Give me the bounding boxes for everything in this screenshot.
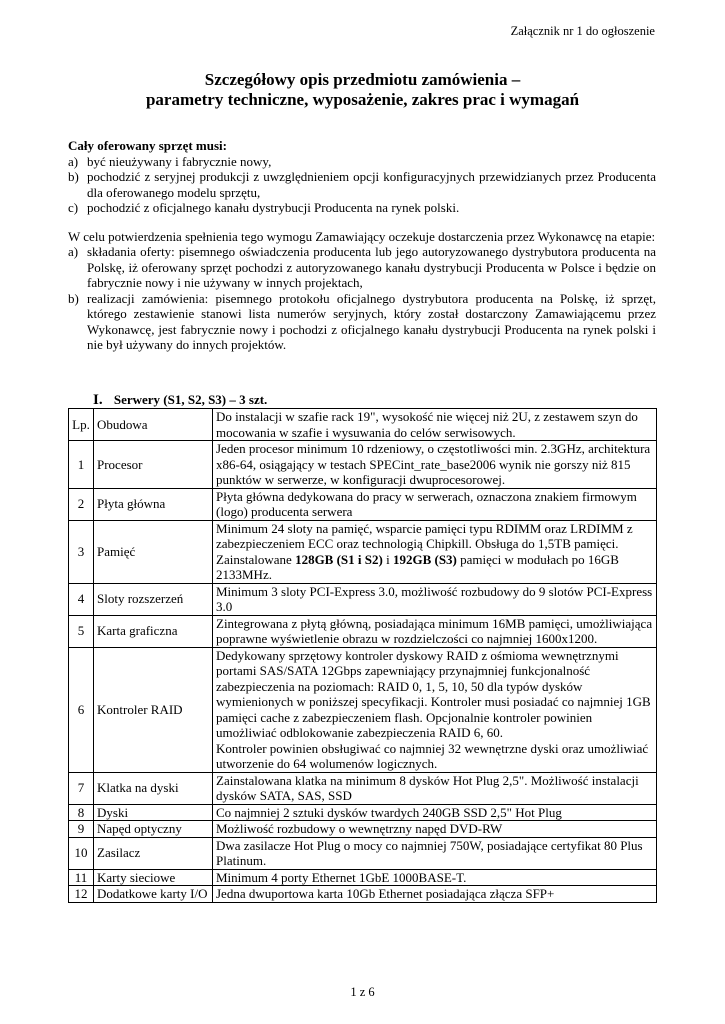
memory-text: pamięci w modułach po 16GB 2133MHz. xyxy=(216,551,619,582)
table-cell-name: Karty sieciowe xyxy=(94,869,213,886)
requirements-heading: Cały oferowany sprzęt musi: xyxy=(68,138,227,153)
table-cell-lp: 7 xyxy=(69,772,94,804)
table-cell-desc: Zainstalowana klatka na minimum 8 dysków Hot Plug 2,5". Możliwość instalacji dysków SATA, SAS, SSD xyxy=(213,772,657,804)
table-cell-name: Obudowa xyxy=(94,409,213,441)
title-line-2: parametry techniczne, wyposażenie, zakres prac i wymagań xyxy=(145,90,580,109)
table-cell-desc xyxy=(213,647,657,772)
table-cell-lp: 3 xyxy=(69,520,94,583)
list-item xyxy=(68,291,656,353)
table-cell-desc xyxy=(213,520,657,583)
table-cell-desc: Co najmniej 2 sztuki dysków twardych 240GB SSD 2,5" Hot Plug xyxy=(213,804,657,821)
specification-table xyxy=(68,408,657,903)
table-cell-lp: 4 xyxy=(69,583,94,615)
requirements-section xyxy=(68,138,656,353)
table-cell-name: Sloty rozszerzeń xyxy=(94,583,213,615)
table-row xyxy=(69,869,657,886)
section-title: Serwery (S1, S2, S3) – 3 szt. xyxy=(113,392,268,407)
document-title xyxy=(60,70,665,110)
table-row xyxy=(69,615,657,647)
list-label: b) xyxy=(68,290,79,306)
table-cell-lp: 12 xyxy=(69,886,94,903)
table-cell-desc: Minimum 3 sloty PCI-Express 3.0, możliwość rozbudowy do 9 slotów PCI-Express 3.0 xyxy=(213,583,657,615)
list-text: być nieużywany i fabrycznie nowy, xyxy=(87,153,272,169)
table-cell-name: Dodatkowe karty I/O xyxy=(94,886,213,903)
page-number: 1 z 6 xyxy=(350,985,375,999)
table-cell-lp: 11 xyxy=(69,869,94,886)
table-cell-lp: 2 xyxy=(69,488,94,520)
list-label: a) xyxy=(68,153,79,169)
memory-text: Minimum 24 sloty na pamięć, wsparcie pamięci typu RDIMM oraz LRDIMM z zabezpieczeniem ECC oraz technologią Chipkill. Obsługa do 1,5TB pamięci. Zainstalowane xyxy=(216,520,633,567)
list-label: b) xyxy=(68,169,79,184)
table-cell-name: Płyta główna xyxy=(94,488,213,520)
confirmation-intro: W celu potwierdzenia spełnienia tego wymogu Zamawiający oczekuje dostarczenia przez Wykonawcę na etapie: xyxy=(68,228,656,244)
list-text: pochodzić z seryjnej produkcji z uwzględnieniem opcji konfiguracyjnych przewidzianych przez Producenta dla oferowanego modelu sprzętu, xyxy=(87,169,656,200)
list-item xyxy=(68,169,656,200)
table-cell-desc: Jedna dwuportowa karta 10Gb Ethernet posiadająca złącza SFP+ xyxy=(213,886,657,903)
list-text: składania oferty: pisemnego oświadczenia producenta lub jego autoryzowanego dystrybutora producenta na Polskę, iż oferowany sprzęt pochodzi z autoryzowanego kanału dystrybucji Producenta w Polsce i będzie on fabrycznie nowy i nie używany w innych projektach, xyxy=(87,244,656,290)
table-cell-lp: 9 xyxy=(69,821,94,838)
raid-text-2: Kontroler powinien obsługiwać co najmniej 32 wewnętrzne dyski oraz umożliwiać utworzenie do 64 wolumenów logicznych. xyxy=(216,740,649,771)
table-cell-name: Napęd optyczny xyxy=(94,821,213,838)
table-cell-name: Karta graficzna xyxy=(94,615,213,647)
list-item xyxy=(68,200,656,216)
table-row xyxy=(69,821,657,838)
table-row xyxy=(69,520,657,583)
table-cell-desc: Płyta główna dedykowana do pracy w serwerach, oznaczona znakiem firmowym (logo) producenta serwera xyxy=(213,488,657,520)
table-cell-name: Pamięć xyxy=(94,520,213,583)
list-text: realizacji zamówienia: pisemnego protokołu oficjalnego dystrybutora producenta na Polskę, iż sprzęt, którego zestawienie stanowi lista numerów seryjnych, który został dostarczony Zamawiającemu przez Wykonawcę, jest fabrycznie nowy i pochodzi z oficjalnego kanału dystrybucji Producenta na rynek polski i nie był używany do innych projektów. xyxy=(87,290,656,352)
table-row xyxy=(69,772,657,804)
list-item xyxy=(68,154,656,170)
section-number: I. xyxy=(93,392,103,408)
section-heading xyxy=(93,392,267,409)
title-line-1: Szczegółowy opis przedmiotu zamówienia – xyxy=(204,70,521,89)
table-row xyxy=(69,837,657,869)
table-cell-name: Procesor xyxy=(94,441,213,489)
table-row xyxy=(69,409,657,441)
table-cell-desc: Minimum 4 porty Ethernet 1GbE 1000BASE-T. xyxy=(213,869,657,886)
table-cell-lp: 5 xyxy=(69,615,94,647)
memory-size-s1-s2: 128GB (S1 i S2) xyxy=(295,551,383,567)
list-item xyxy=(68,244,656,291)
attachment-note: Załącznik nr 1 do ogłoszenie xyxy=(510,24,655,38)
table-cell-desc: Do instalacji w szafie rack 19", wysokość nie więcej niż 2U, z zestawem szyn do mocowania w szafie i wysuwania do celów serwisowych. xyxy=(213,409,657,441)
memory-text: i xyxy=(382,551,393,567)
table-cell-name: Klatka na dyski xyxy=(94,772,213,804)
table-cell-desc: Jeden procesor minimum 10 rdzeniowy, o częstotliwości min. 2.3GHz, architektura x86-64, osiągający w testach SPECint_rate_base2006 wynik nie gorszy niż 815 punktów w serwerze, w konfiguracji dwuprocesorowej. xyxy=(213,441,657,489)
table-cell-lp: 8 xyxy=(69,804,94,821)
table-row xyxy=(69,488,657,520)
table-row xyxy=(69,441,657,489)
raid-text: Dedykowany sprzętowy kontroler dyskowy RAID z ośmioma wewnętrznymi portami SAS/SATA 12Gbps zapewniający przynajmniej funkcjonalność zabezpieczenia na poziomach: RAID 0, 1, 5, 10, 50 dla typów dysków wymienionych w poniższej specyfikacji. Kontroler musi posiadać co najmniej 1GB pamięci cache z zabezpieczeniem flash. Opcjonalnie kontroler powinien umożliwiać odblokowanie zabezpieczenia RAID 6, 60. xyxy=(216,647,651,740)
table-cell-lp: 10 xyxy=(69,837,94,869)
table-cell-name: Zasilacz xyxy=(94,837,213,869)
table-cell-desc: Zintegrowana z płytą główną, posiadająca minimum 16MB pamięci, umożliwiająca poprawne wyświetlenie obrazu w rozdzielczości co najmniej 1600x1200. xyxy=(213,615,657,647)
table-cell-name: Kontroler RAID xyxy=(94,647,213,772)
table-cell-lp: Lp. xyxy=(69,409,94,441)
table-cell-lp: 1 xyxy=(69,441,94,489)
table-cell-desc: Dwa zasilacze Hot Plug o mocy co najmniej 750W, posiadające certyfikat 80 Plus Platinum. xyxy=(213,837,657,869)
table-cell-lp: 6 xyxy=(69,647,94,772)
memory-size-s3: 192GB (S3) xyxy=(392,551,457,567)
list-label: c) xyxy=(68,200,79,215)
table-row xyxy=(69,583,657,615)
table-row xyxy=(69,804,657,821)
table-cell-name: Dyski xyxy=(94,804,213,821)
table-row xyxy=(69,647,657,772)
table-cell-desc: Możliwość rozbudowy o wewnętrzny napęd DVD-RW xyxy=(213,821,657,838)
list-text: pochodzić z oficjalnego kanału dystrybucji Producenta na rynek polski. xyxy=(87,200,460,215)
table-row xyxy=(69,886,657,903)
list-label: a) xyxy=(68,244,79,259)
